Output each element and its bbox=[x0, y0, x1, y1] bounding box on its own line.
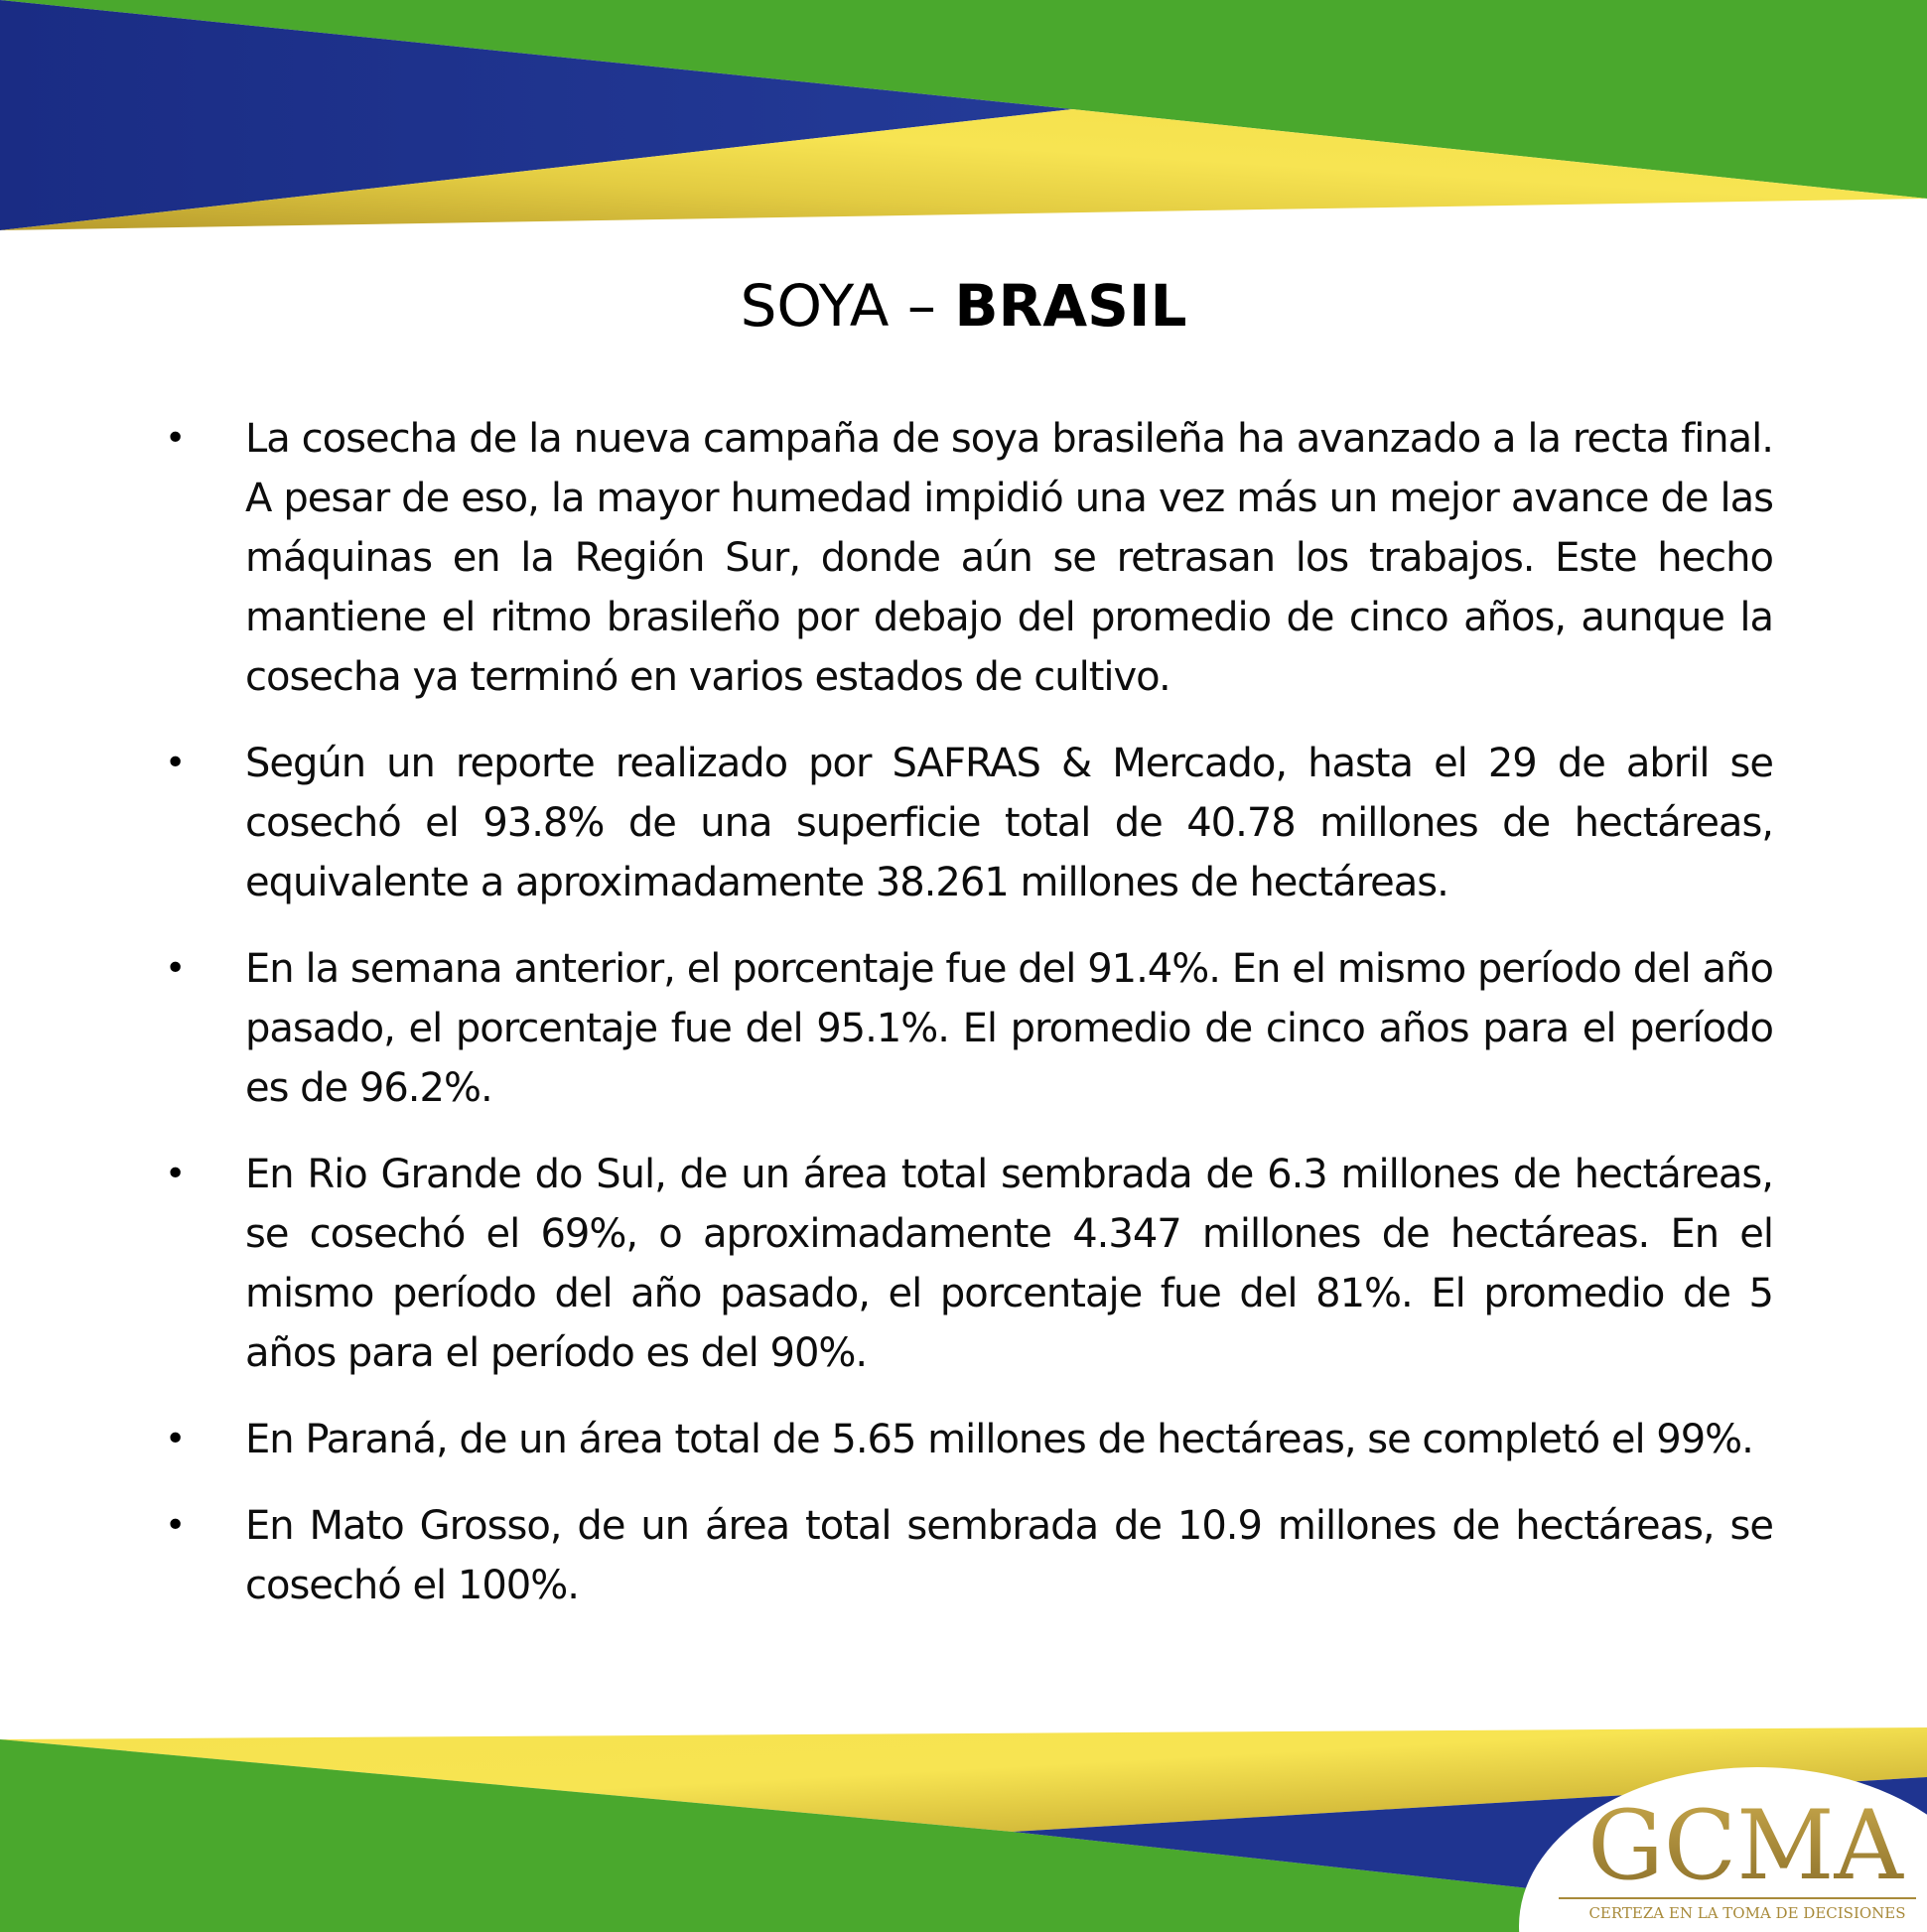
list-item bbox=[159, 1496, 1773, 1615]
bullet-icon: • bbox=[165, 418, 187, 459]
title-prefix: SOYA – bbox=[740, 272, 955, 340]
bullet-text: En la semana anterior, el porcentaje fue del 91.4%. En el mismo período del año pasado, el porcentaje fue del 95.1%. El promedio de cinco años para el período es de 96.2%. bbox=[245, 946, 1773, 1111]
bullet-text: Según un reporte realizado por SAFRAS & Mercado, hasta el 29 de abril se cosechó el 93.8% de una superficie total de 40.78 millones de hectáreas, equivalente a aproximadamente 38.261 millones de hectáreas. bbox=[245, 741, 1773, 905]
list-item bbox=[159, 1410, 1773, 1469]
bullet-icon: • bbox=[165, 1505, 187, 1546]
page-title bbox=[0, 266, 1927, 345]
title-bold: BRASIL bbox=[954, 272, 1187, 340]
list-item bbox=[159, 734, 1773, 912]
logo-wordmark: GCMA bbox=[1587, 1790, 1903, 1901]
bullet-text: En Paraná, de un área total de 5.65 millones de hectáreas, se completó el 99%. bbox=[245, 1417, 1753, 1462]
bullet-icon: • bbox=[165, 1154, 187, 1194]
list-item bbox=[159, 939, 1773, 1118]
logo-tagline: CERTEZA EN LA TOMA DE DECISIONES bbox=[1588, 1904, 1906, 1922]
bullet-text: La cosecha de la nueva campaña de soya brasileña ha avanzado a la recta final. A pesar de eso, la mayor humedad impidió una vez más un mejor avance de las máquinas en la Región Sur, donde aún se retrasan los trabajos. Este hecho mantiene el ritmo brasileño por debajo del promedio de cinco años, aunque la cosecha ya terminó en varios estados de cultivo. bbox=[245, 416, 1773, 700]
bullet-icon: • bbox=[165, 948, 187, 989]
list-item bbox=[159, 409, 1773, 707]
top-banner bbox=[0, 0, 1927, 238]
bullet-text: En Rio Grande do Sul, de un área total sembrada de 6.3 millones de hectáreas, se cosechó el 69%, o aproximadamente 4.347 millones de hectáreas. En el mismo período del año pasado, el porcentaje fue del 81%. El promedio de 5 años para el período es del 90%. bbox=[245, 1152, 1773, 1376]
bullet-text: En Mato Grosso, de un área total sembrada de 10.9 millones de hectáreas, se cosechó el 100%. bbox=[245, 1503, 1773, 1608]
gcma-logo bbox=[1499, 1727, 1927, 1932]
list-item bbox=[159, 1145, 1773, 1383]
bullet-icon: • bbox=[165, 743, 187, 783]
bullet-icon: • bbox=[165, 1419, 187, 1459]
bullet-list bbox=[159, 409, 1773, 1642]
